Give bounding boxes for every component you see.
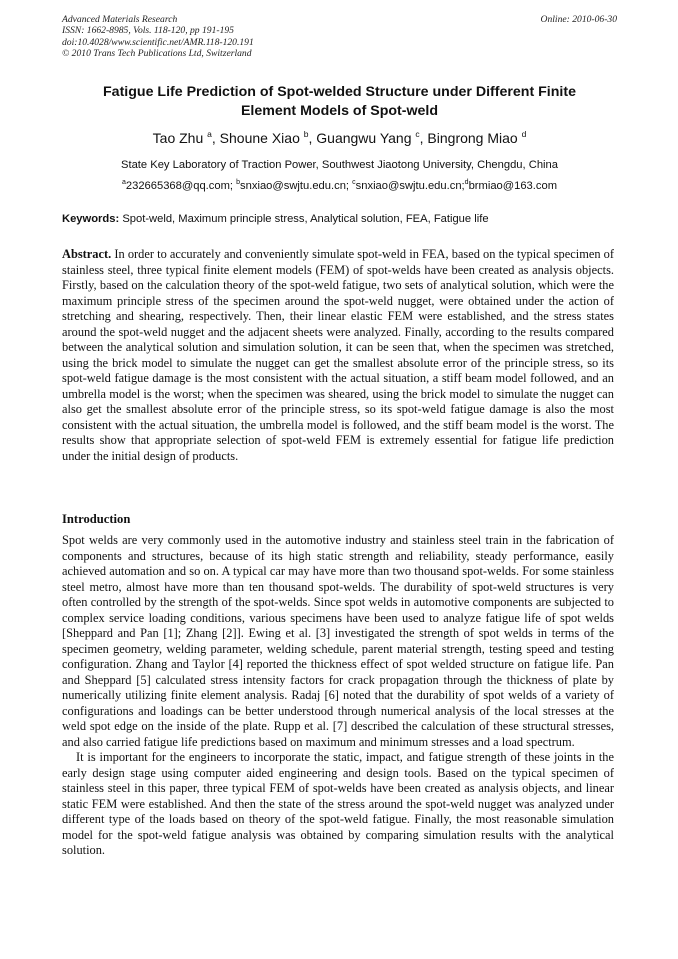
author-mark: b (303, 129, 309, 139)
email-address: snxiao@swjtu.edu.cn; (240, 180, 350, 192)
journal-doi: doi:10.4028/www.scientific.net/AMR.118-120.191 (62, 36, 254, 48)
keywords-text: Spot-weld, Maximum principle stress, Analytical solution, FEA, Fatigue life (122, 213, 489, 225)
abstract (62, 247, 614, 464)
author-mark: d (521, 129, 527, 139)
introduction-body (62, 533, 614, 859)
author-name: Guangwu Yang (316, 130, 412, 146)
title-line-1: Fatigue Life Prediction of Spot-welded Structure under Different Finite (103, 84, 576, 100)
abstract-label: Abstract. (62, 247, 112, 261)
intro-paragraph-1: Spot welds are very commonly used in the automotive industry and stainless steel train in the fabrication of components and structures, because of its high static strength and reliability, steady performance, easily achieved automation and so on. A typical car may have more than two thousand spot-welds. For some stainless steel metro, almost have more than ten thousand spot-welds. The durability of spot-weld structures is very often controlled by the strength of the spot-welds. Since spot welds in automotive components are subjected to complex service loading conditions, various specimens have been used to analyze fatigue life of spot welds [Sheppard and Pan [1]; Zhang [2]]. Ewing et al. [3] investigated the strength of spot welds in terms of the specimen geometry, welding parameter, welding schedule, parent material strength, testing speed and testing configuration. Zhang and Taylor [4] reported the thickness effect of spot welded structure on fatigue life. Pan and Sheppard [5] calculated stress intensity factors for crack propagation through the thickness of plate by numerically utilizing finite element analysis. Radaj [6] noted that the durability of spot welds of a variety of configurations and loadings can be better understood through numerical analysis of the local stresses at the weld spot edge on the inside of the plate. Rupp et al. [7] described the calculation of these structural stresses, and also carried fatigue life predictions based on maximum and minimum stresses and a load spectrum. (62, 533, 614, 749)
email-mark: b (236, 179, 241, 186)
email-mark: c (352, 179, 356, 186)
online-date: Online: 2010-06-30 (540, 14, 617, 25)
section-heading-introduction: Introduction (62, 512, 131, 526)
author-mark: a (207, 129, 212, 139)
email-address: snxiao@swjtu.edu.cn; (355, 180, 465, 192)
affiliation: State Key Laboratory of Traction Power, Southwest Jiaotong University, Chengdu, China (121, 159, 558, 171)
journal-header (62, 14, 617, 60)
journal-name: Advanced Materials Research (62, 14, 178, 25)
email-address: 232665368@qq.com; (125, 180, 234, 192)
intro-paragraph-2: It is important for the engineers to incorporate the static, impact, and fatigue strength of these joints in the early design stage using computer aided engineering and design tools. Based on the typical specimen of stainless steel in this paper, three typical FEM of spot-welds have been created as analysis objects, and linear static FEM were established. And then the state of the stress around the spot-weld nugget was analyzed under different type of the loads based on theory of the spot-weld fatigue. Finally, the most reasonable simulation model for the spot-weld fatigue analysis was obtained by comparing simulation results with the analytical solution. (62, 750, 614, 857)
keywords (62, 211, 617, 227)
abstract-text: In order to accurately and conveniently simulate spot-weld in FEA, based on the typical specimen of stainless steel, three typical finite element models (FEM) of spot-welds have been created as analysis objects. Firstly, based on the calculation theory of the spot-weld fatigue, two sets of analytical solution, which were the maximum principle stress of the specimen around the spot-weld nugget, were obtained under the action of stretching and shearing, respectively. Then, their linear elastic FEM were established, and the stress states around the spot-weld nugget and the adjacent sheets were analyzed. Finally, according to the results compared between the analytical solution and simulation solution, it can be seen that, when the specimen was stretched, using the brick model to simulate the nugget can get the smallest absolute error of the principle stress, so its spot-weld fatigue damage is the most consistent with the actual situation, a stiff beam model followed, and an umbrella model is the worst; when the specimen was sheared, using the brick model to simulate the nugget can also get the smallest absolute error of the principle stress, so its spot-weld fatigue damage is also the most consistent with the actual situation, the umbrella model is followed, and the stiff beam model is the worst. The results show that appropriate selection of spot-weld FEM is extremely essential for fatigue life prediction under the initial design of products. (62, 247, 614, 463)
email-address: brmiao@163.com (468, 180, 558, 192)
journal-issn: ISSN: 1662-8985, Vols. 118-120, pp 191-195 (62, 25, 234, 37)
keywords-label: Keywords: (62, 213, 120, 225)
author-mark: c (415, 129, 420, 139)
author-list: Tao Zhu $^a$, Shoune Xiao $^b$, Guangwu Yang $^c$, Bingrong Miao $^d$ (152, 129, 527, 146)
email-list (62, 178, 617, 194)
paper-title (62, 83, 617, 120)
author-name: Shoune Xiao (219, 130, 300, 146)
journal-copyright: © 2010 Trans Tech Publications Ltd, Switzerland (62, 48, 252, 60)
email-mark: d (464, 179, 469, 186)
title-line-2: Element Models of Spot-weld (240, 102, 439, 119)
author-name: Tao Zhu (152, 130, 204, 146)
email-mark: a (121, 179, 126, 186)
author-name: Bingrong Miao (427, 130, 518, 146)
